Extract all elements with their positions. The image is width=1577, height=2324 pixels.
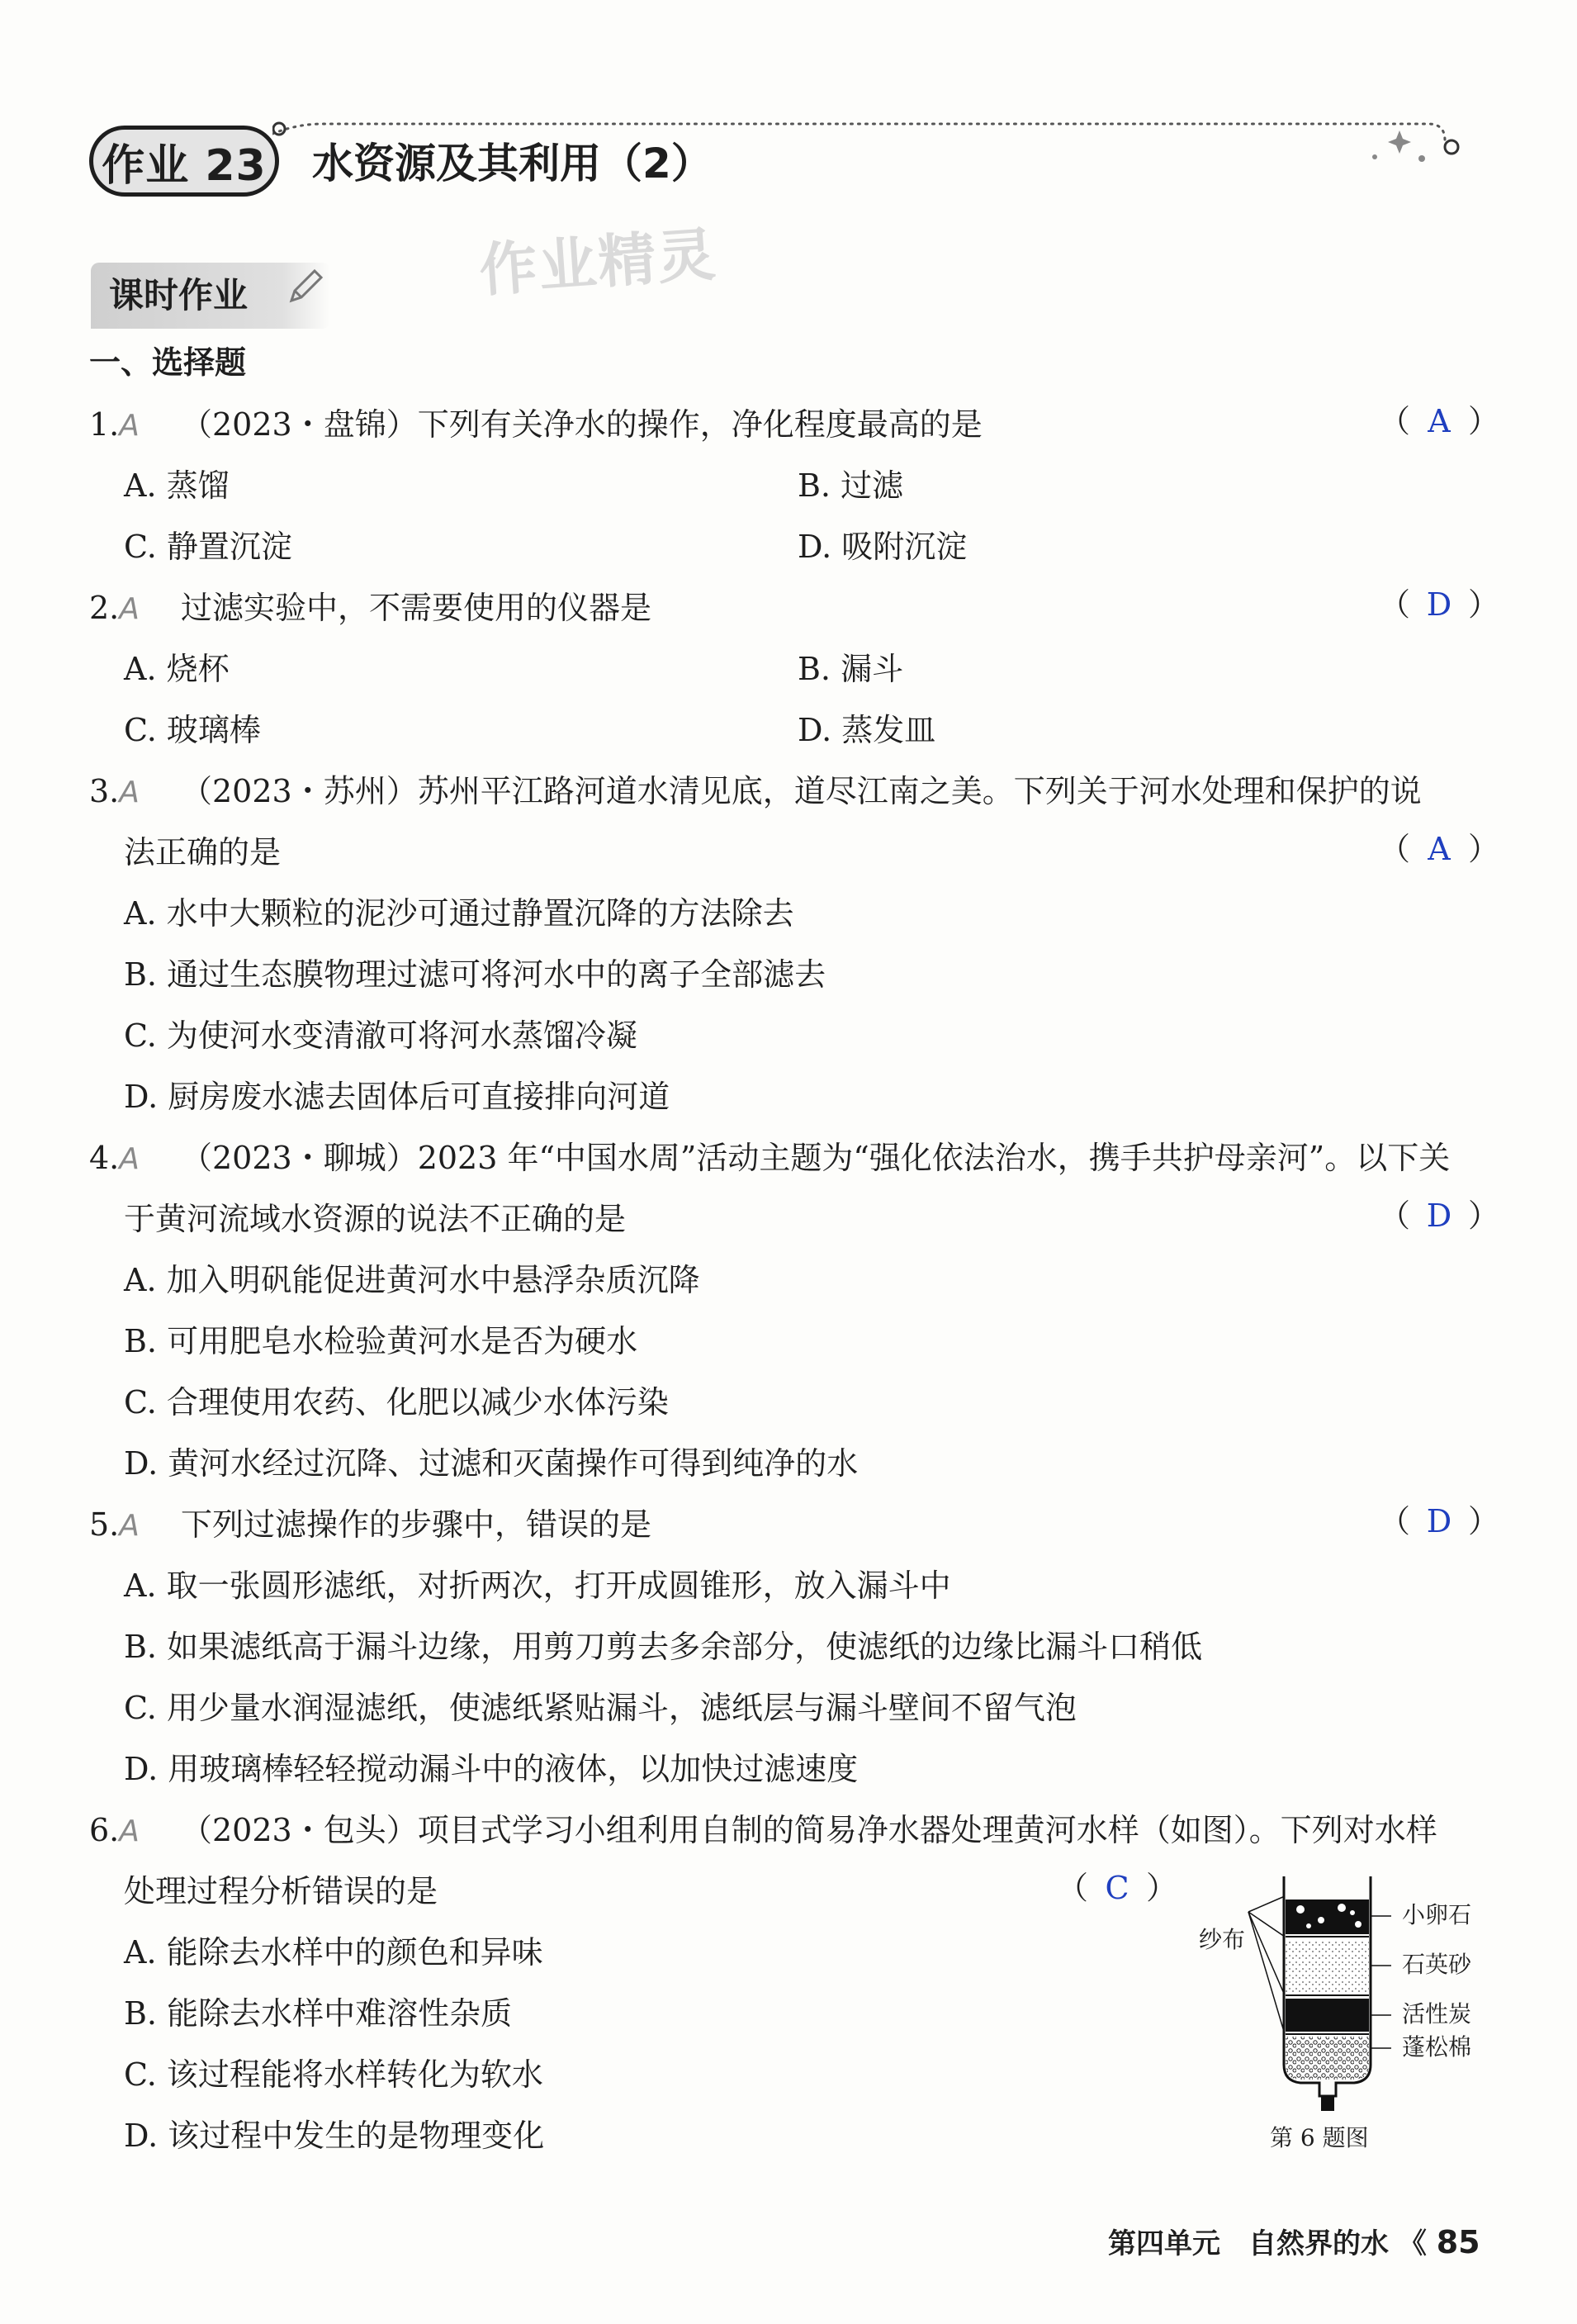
chevrons-left-icon: 《 <box>1398 2227 1427 2260</box>
label-pebbles: 小卵石 <box>1402 1901 1472 1928</box>
question-3-stem-cont: 法正确的是 <box>124 834 282 870</box>
option: A. 加入明矾能促进黄河水中悬浮杂质沉降 <box>124 1262 700 1298</box>
question-4-stem: 4.A （2023・聊城）2023 年“中国水周”活动主题为“强化依法治水，携手共护母亲河”。以下关 <box>89 1140 1451 1176</box>
footer-chapter: 自然界的水 <box>1248 2227 1389 2260</box>
question-6-stem-cont: 处理过程分析错误的是 <box>124 1873 438 1909</box>
option: C. 合理使用农药、化肥以减少水体污染 <box>124 1384 669 1420</box>
option: B. 通过生态膜物理过滤可将河水中的离子全部滤去 <box>124 956 826 993</box>
option: A. 取一张圆形滤纸，对折两次，打开成圆锥形，放入漏斗中 <box>124 1568 951 1604</box>
level-mark: A <box>119 409 140 443</box>
option: C. 为使河水变清澈可将河水蒸馏冷凝 <box>124 1017 637 1054</box>
option: B. 如果滤纸高于漏斗边缘，用剪刀剪去多余部分，使滤纸的边缘比漏斗口稍低 <box>124 1629 1203 1665</box>
answer-1: （ A ） <box>1379 403 1500 439</box>
footer-unit: 第四单元 <box>1108 2227 1220 2260</box>
question-3-stem: 3.A （2023・苏州）苏州平江路河道水清见底，道尽江南之美。下列关于河水处理和保护的说 <box>89 773 1422 809</box>
question-4-stem-cont: 于黄河流域水资源的说法不正确的是 <box>124 1201 627 1237</box>
question-6-stem: 6.A （2023・包头）项目式学习小组利用自制的简易净水器处理黄河水样（如图）。下列对水样 <box>89 1812 1437 1848</box>
option: D. 厨房废水滤去固体后可直接排向河道 <box>124 1079 670 1115</box>
answer-5: （ D ） <box>1379 1503 1500 1539</box>
level-mark: A <box>119 1142 140 1176</box>
answer-3: （ A ） <box>1379 831 1500 867</box>
section-tag-label: 课时作业 <box>109 275 249 315</box>
option: B. 漏斗 <box>798 651 904 687</box>
level-mark: A <box>119 1814 140 1848</box>
page-title: 水资源及其利用（2） <box>312 140 713 187</box>
question-1-stem: 1.A （2023・盘锦）下列有关净水的操作，净化程度最高的是 <box>89 406 983 443</box>
pencil-icon <box>285 266 326 307</box>
option: D. 蒸发皿 <box>798 712 936 748</box>
option: D. 用玻璃棒轻轻搅动漏斗中的液体，以加快过滤速度 <box>124 1751 859 1787</box>
option: B. 能除去水样中难溶性杂质 <box>124 1995 513 2032</box>
section-heading: 一、选择题 <box>89 344 247 381</box>
option: A. 蒸馏 <box>124 467 230 504</box>
label-activated-carbon: 活性炭 <box>1402 2000 1472 2028</box>
watermark: 作业精灵 <box>476 221 719 305</box>
option: B. 过滤 <box>798 467 904 504</box>
label-cotton: 蓬松棉 <box>1402 2033 1472 2061</box>
option: D. 该过程中发生的是物理变化 <box>124 2118 545 2154</box>
option: C. 用少量水润湿滤纸，使滤纸紧贴漏斗，滤纸层与漏斗壁间不留气泡 <box>124 1690 1077 1726</box>
option: B. 可用肥皂水检验黄河水是否为硬水 <box>124 1323 638 1359</box>
option: D. 黄河水经过沉降、过滤和灭菌操作可得到纯净的水 <box>124 1445 859 1482</box>
option: A. 水中大颗粒的泥沙可通过静置沉降的方法除去 <box>124 895 794 932</box>
answer-6: （ C ） <box>1057 1870 1178 1906</box>
option: A. 烧杯 <box>124 651 230 687</box>
assignment-badge: 作业 23 <box>89 126 279 197</box>
label-gauze: 纱布 <box>1199 1926 1246 1953</box>
level-mark: A <box>119 592 140 626</box>
option: C. 静置沉淀 <box>124 529 292 565</box>
answer-4: （ D ） <box>1379 1198 1500 1234</box>
answer-2: （ D ） <box>1379 586 1500 623</box>
footer <box>1108 2222 1480 2265</box>
page-number: 85 <box>1436 2224 1480 2260</box>
option: C. 该过程能将水样转化为软水 <box>124 2056 543 2093</box>
option: D. 吸附沉淀 <box>798 529 968 565</box>
figure-caption: 第 6 题图 <box>1270 2124 1369 2151</box>
level-mark: A <box>119 1509 140 1543</box>
question-5-stem: 5.A 下列过滤操作的步骤中，错误的是 <box>89 1506 652 1543</box>
label-quartz-sand: 石英砂 <box>1402 1951 1472 1978</box>
option: C. 玻璃棒 <box>124 712 261 748</box>
level-mark: A <box>119 775 140 809</box>
question-2-stem: 2.A 过滤实验中，不需要使用的仪器是 <box>89 590 652 626</box>
option: A. 能除去水样中的颜色和异味 <box>124 1934 543 1971</box>
